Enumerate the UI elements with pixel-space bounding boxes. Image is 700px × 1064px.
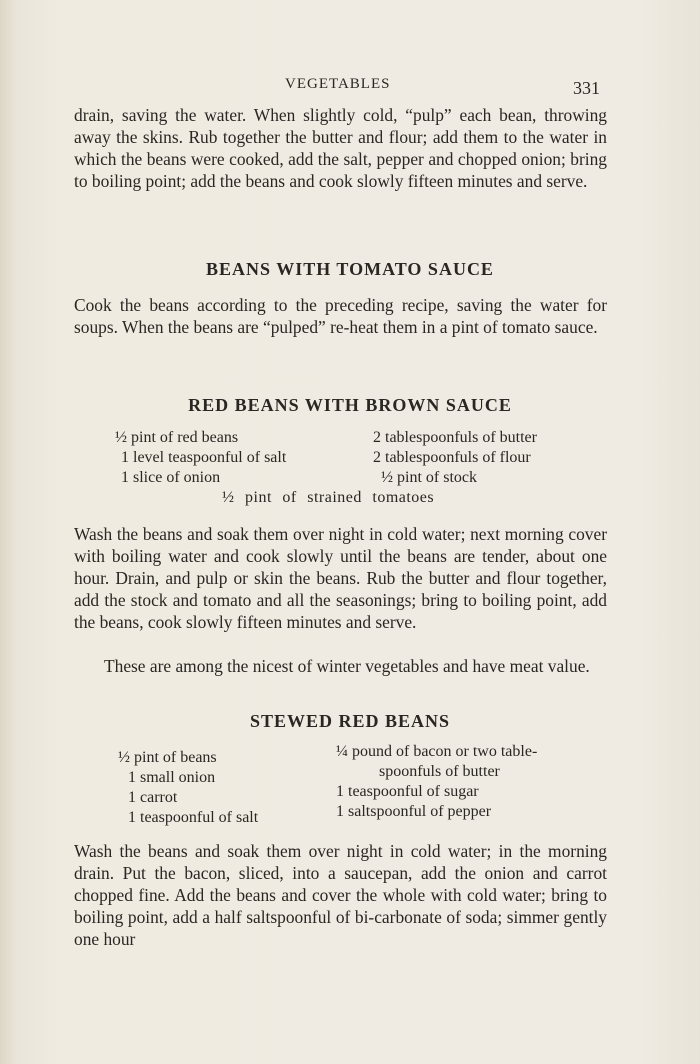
ingredient: ½ pint of stock bbox=[381, 469, 477, 486]
page-number: 331 bbox=[573, 78, 600, 98]
ingredient: 1 teaspoonful of sugar bbox=[336, 783, 479, 800]
recipe-paragraph: Wash the beans and soak them over night in cold water; in the morning drain. Put the bacon, sliced, into a saucepan, add the onion and carrot chopped fine. Add the beans and cover the whole with cold water; bring to boiling point, add a half saltspoonful of bi-carbonate of soda; simmer gently one hour bbox=[74, 841, 607, 949]
ingredient: 1 small onion bbox=[128, 769, 216, 786]
ingredient: ½ pint of beans bbox=[118, 749, 217, 766]
running-head: VEGETABLES bbox=[285, 76, 391, 92]
ingredient: spoonfuls of butter bbox=[379, 763, 500, 780]
ingredient: 1 teaspoonful of salt bbox=[128, 809, 259, 826]
ingredient: 1 saltspoonful of pepper bbox=[336, 803, 492, 820]
recipe-paragraph: These are among the nicest of winter vegetables and have meat value. bbox=[104, 656, 590, 676]
ingredient-list-right bbox=[373, 428, 537, 488]
ingredient: 1 level teaspoonful of salt bbox=[121, 449, 287, 466]
ingredient: 2 tablespoonfuls of butter bbox=[373, 429, 537, 446]
ingredient: 2 tablespoonfuls of flour bbox=[373, 449, 531, 466]
recipe-paragraph: Cook the beans according to the preceding recipe, saving the water for soups. When the beans are “pulped” re-heat them in a pint of tomato sauce. bbox=[74, 295, 607, 337]
ingredient: ¼ pound of bacon or two table- bbox=[336, 743, 538, 760]
ingredient-list-left bbox=[118, 748, 258, 828]
recipe-title: RED BEANS WITH BROWN SAUCE bbox=[188, 395, 512, 415]
recipe-title: STEWED RED BEANS bbox=[249, 711, 451, 731]
ingredient-list-left bbox=[115, 428, 286, 488]
ingredient-list-right bbox=[336, 742, 537, 822]
ingredient: ½ pint of strained tomatoes bbox=[222, 489, 435, 506]
ingredient: 1 slice of onion bbox=[121, 469, 221, 486]
ingredient: ½ pint of red beans bbox=[115, 429, 239, 446]
recipe-paragraph: Wash the beans and soak them over night in cold water; next morning cover with boiling water and cook slowly until the beans are tender, about one hour. Drain, and pulp or skin the beans. Rub the butter and flour together, add the stock and tomato and all the seasonings; bring to boiling point, add the beans, cook slowly fifteen minutes and serve. bbox=[74, 524, 607, 632]
intro-paragraph: drain, saving the water. When slightly cold, “pulp” each bean, throwing away the skins. Rub together the butter and flour; add them to the water in which the beans were cooked, add the salt, pepper and chopped onion; bring to boiling point; add the beans and cook slowly fifteen minutes and serve. bbox=[74, 105, 607, 191]
recipe-title: BEANS WITH TOMATO SAUCE bbox=[206, 259, 494, 279]
ingredient: 1 carrot bbox=[128, 789, 178, 806]
